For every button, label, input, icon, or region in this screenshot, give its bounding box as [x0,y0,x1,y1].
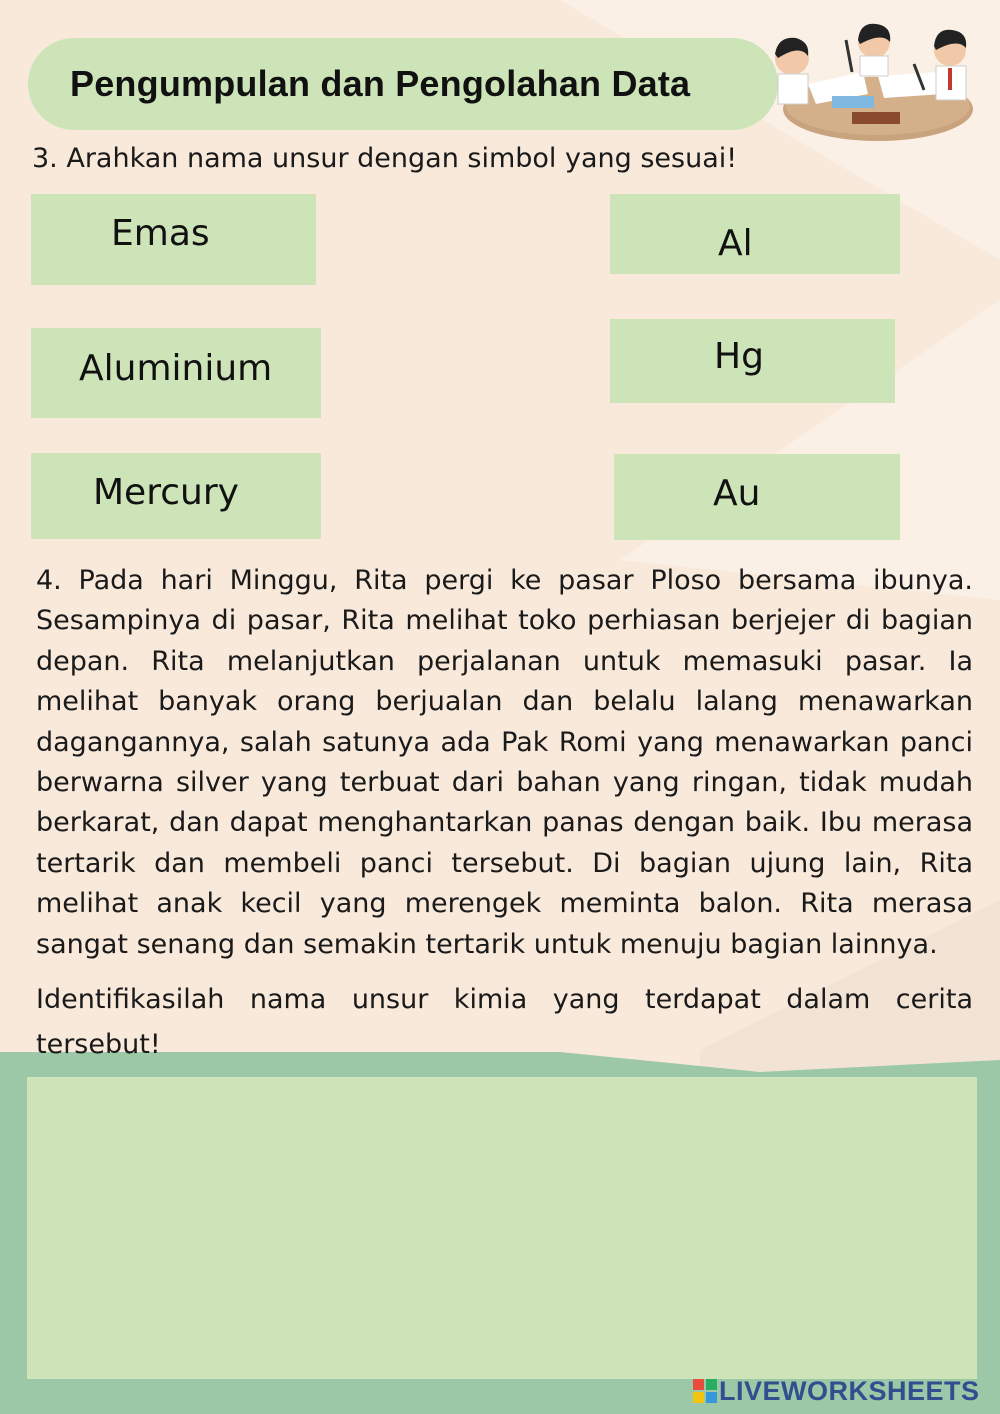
students-studying-illustration [748,14,978,144]
question-4-story: 4. Pada hari Minggu, Rita pergi ke pasar Ploso bersama ibunya. Sesampinya di pasar, Rita melihat toko perhiasan berjejer di bagian depan. Rita melanjutkan perjalanan untuk memasuki pasar. Ia melihat banyak orang berjualan dan belalu lalang menawarkan dagangannya, salah satunya ada Pak Romi yang menawarkan panci berwarna silver yang terbuat dari bahan yang ringan, tidak mudah berkarat, dan dapat menghantarkan panas dengan baik. Ibu merasa tertarik dan membeli panci tersebut. Di bagian ujung lain, Rita melihat anak kecil yang merengek meminta balon. Rita merasa sangat senang dan semakin tertarik untuk menuju bagian lainnya. [36,565,973,960]
symbol-card-al[interactable] [610,194,900,274]
element-name-card-aluminium[interactable] [31,328,321,418]
symbol-label: Hg [714,336,764,377]
symbol-card-au[interactable] [614,454,900,540]
question-3-prompt: 3. Arahkan nama unsur dengan simbol yang sesuai! [32,143,738,174]
element-name-label: Emas [111,213,210,254]
liveworksheets-logo [693,1374,980,1408]
element-name-card-emas[interactable] [31,194,316,285]
symbol-label: Au [713,473,761,514]
answer-input[interactable] [27,1077,977,1379]
symbol-card-hg[interactable] [610,319,895,403]
title-banner [28,38,778,130]
brand-name: LIVEWORKSHEETS [719,1375,980,1406]
element-name-card-mercury[interactable] [31,453,321,539]
question-4-prompt: Identifikasilah nama unsur kimia yang terdapat dalam cerita tersebut! [36,984,973,1060]
liveworksheets-logo-icon [693,1379,717,1403]
symbol-label: Al [718,223,753,264]
element-name-label: Aluminium [79,348,273,389]
element-name-label: Mercury [93,472,239,513]
page-title: Pengumpulan dan Pengolahan Data [70,63,691,104]
